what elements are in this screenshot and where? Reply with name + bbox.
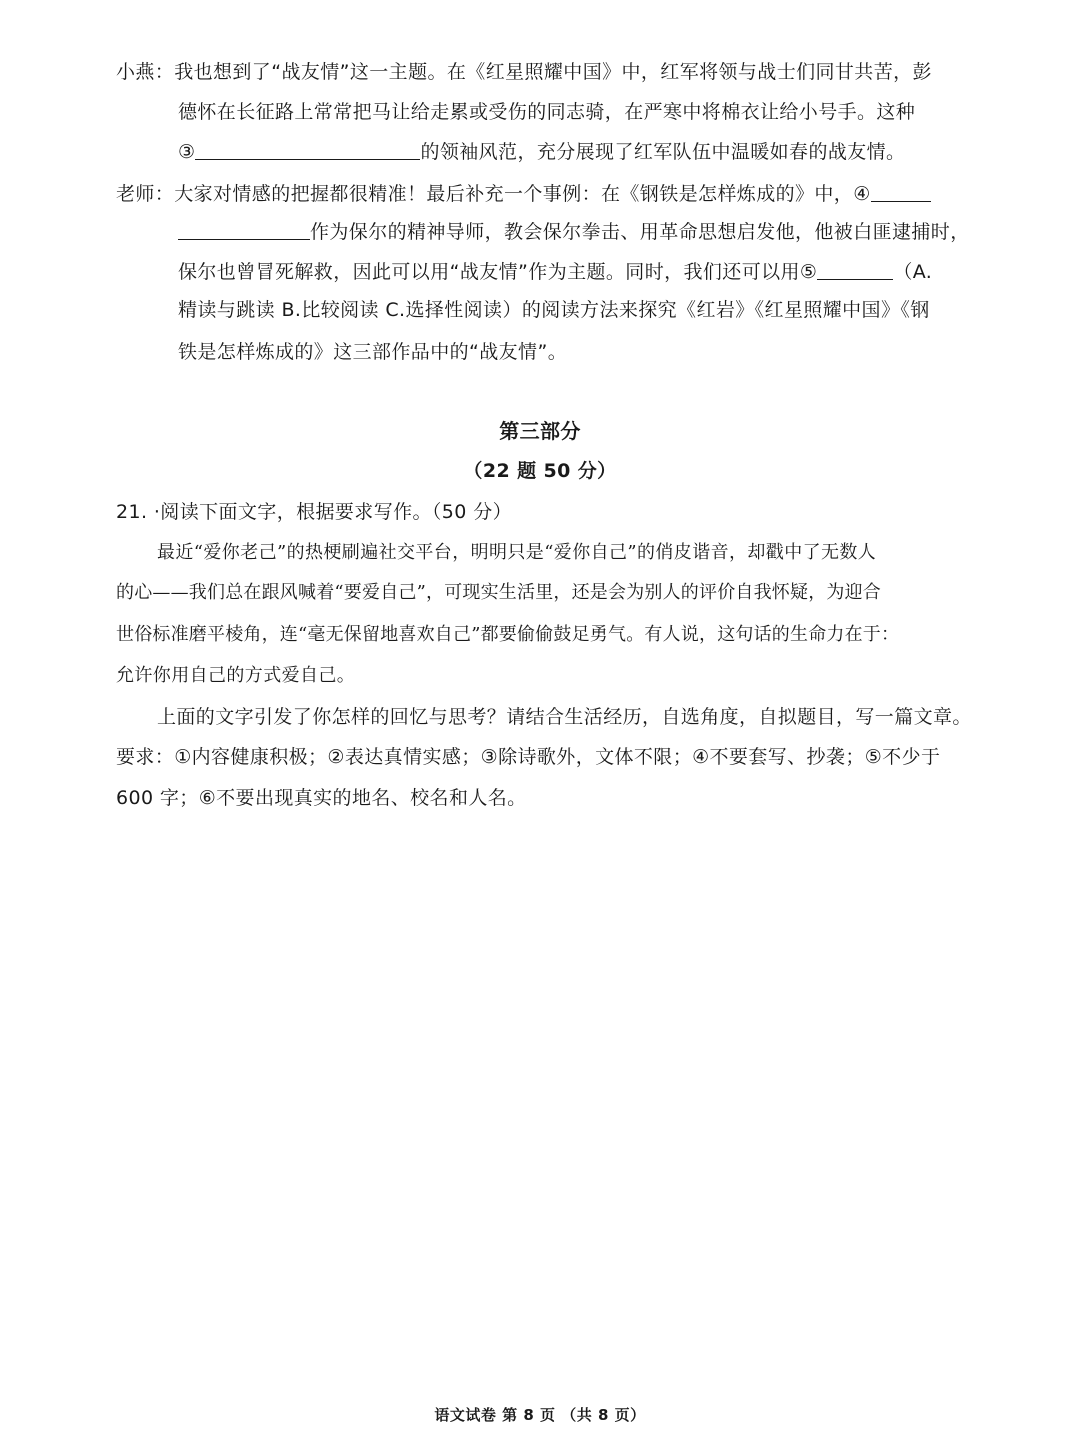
- teacher-line-2: [178, 219, 970, 245]
- prompt-line-4: 允许你用自己的方式爱自己。: [116, 665, 356, 686]
- xiaoyan-line-2: 德怀在长征路上常常把马让给走累或受伤的同志骑，在严寒中将棉衣让给小号手。这种: [178, 101, 916, 123]
- teacher-line-4: 精读与跳读 B.比较阅读 C.选择性阅读）的阅读方法来探究《红岩》《红星照耀中国》《钢: [178, 299, 930, 321]
- requirements-line-1: 要求：①内容健康积极；②表达真情实感；③除诗歌外，文体不限；④不要套写、抄袭；⑤不少于: [116, 746, 941, 768]
- answer-blank-3[interactable]: [195, 139, 420, 160]
- teacher-line-5: 铁是怎样炼成的》这三部作品中的“战友情”。: [178, 341, 568, 363]
- section-title: 第三部分: [499, 419, 581, 443]
- instruction-line-1: 上面的文字引发了你怎样的回忆与思考？请结合生活经历，自选角度，自拟题目，写一篇文章。: [157, 706, 972, 728]
- requirements-line-2: 600 字；⑥不要出现真实的地名、校名和人名。: [116, 787, 527, 809]
- teacher-line-3-text: 保尔也曾冒死解救，因此可以用“战友情”作为主题。同时，我们还可以用⑤: [178, 261, 818, 283]
- xiaoyan-line-1: 小燕：我也想到了“战友情”这一主题。在《红星照耀中国》中，红军将领与战士们同甘共苦，彭: [116, 61, 932, 83]
- teacher-line-3: [178, 259, 932, 285]
- xiaoyan-line-3-text: 的领袖风范，充分展现了红军队伍中温暖如春的战友情。: [420, 141, 906, 163]
- teacher-line-3-options: （A.: [893, 261, 933, 283]
- answer-blank-4b[interactable]: [178, 219, 310, 240]
- page-footer: 语文试卷 第 8 页 （共 8 页）: [434, 1406, 646, 1424]
- prompt-line-3: 世俗标准磨平棱角，连“毫无保留地喜欢自己”都要偷偷鼓足勇气。有人说，这句话的生命力在于：: [116, 624, 900, 645]
- prompt-line-2: 的心——我们总在跟风喊着“要爱自己”，可现实生活里，还是会为别人的评价自我怀疑，为迎合: [116, 582, 881, 603]
- teacher-line-1: [116, 181, 931, 207]
- answer-blank-4a[interactable]: [871, 181, 931, 202]
- prompt-line-1: 最近“爱你老己”的热梗刷遍社交平台，明明只是“爱你自己”的俏皮谐音，却戳中了无数人: [157, 542, 877, 563]
- section-subtitle: （22 题 50 分）: [463, 460, 617, 482]
- question-21-heading: 21. ·阅读下面文字，根据要求写作。（50 分）: [116, 501, 513, 523]
- answer-blank-5[interactable]: [817, 259, 893, 280]
- teacher-line-1-text: 老师：大家对情感的把握都很精准！最后补充一个事例：在《钢铁是怎样炼成的》中，④: [116, 183, 871, 205]
- teacher-line-2-text: 作为保尔的精神导师，教会保尔拳击、用革命思想启发他，他被白匪逮捕时，: [310, 221, 970, 243]
- answer-number-3: ③: [178, 141, 196, 163]
- xiaoyan-line-3: [178, 139, 905, 165]
